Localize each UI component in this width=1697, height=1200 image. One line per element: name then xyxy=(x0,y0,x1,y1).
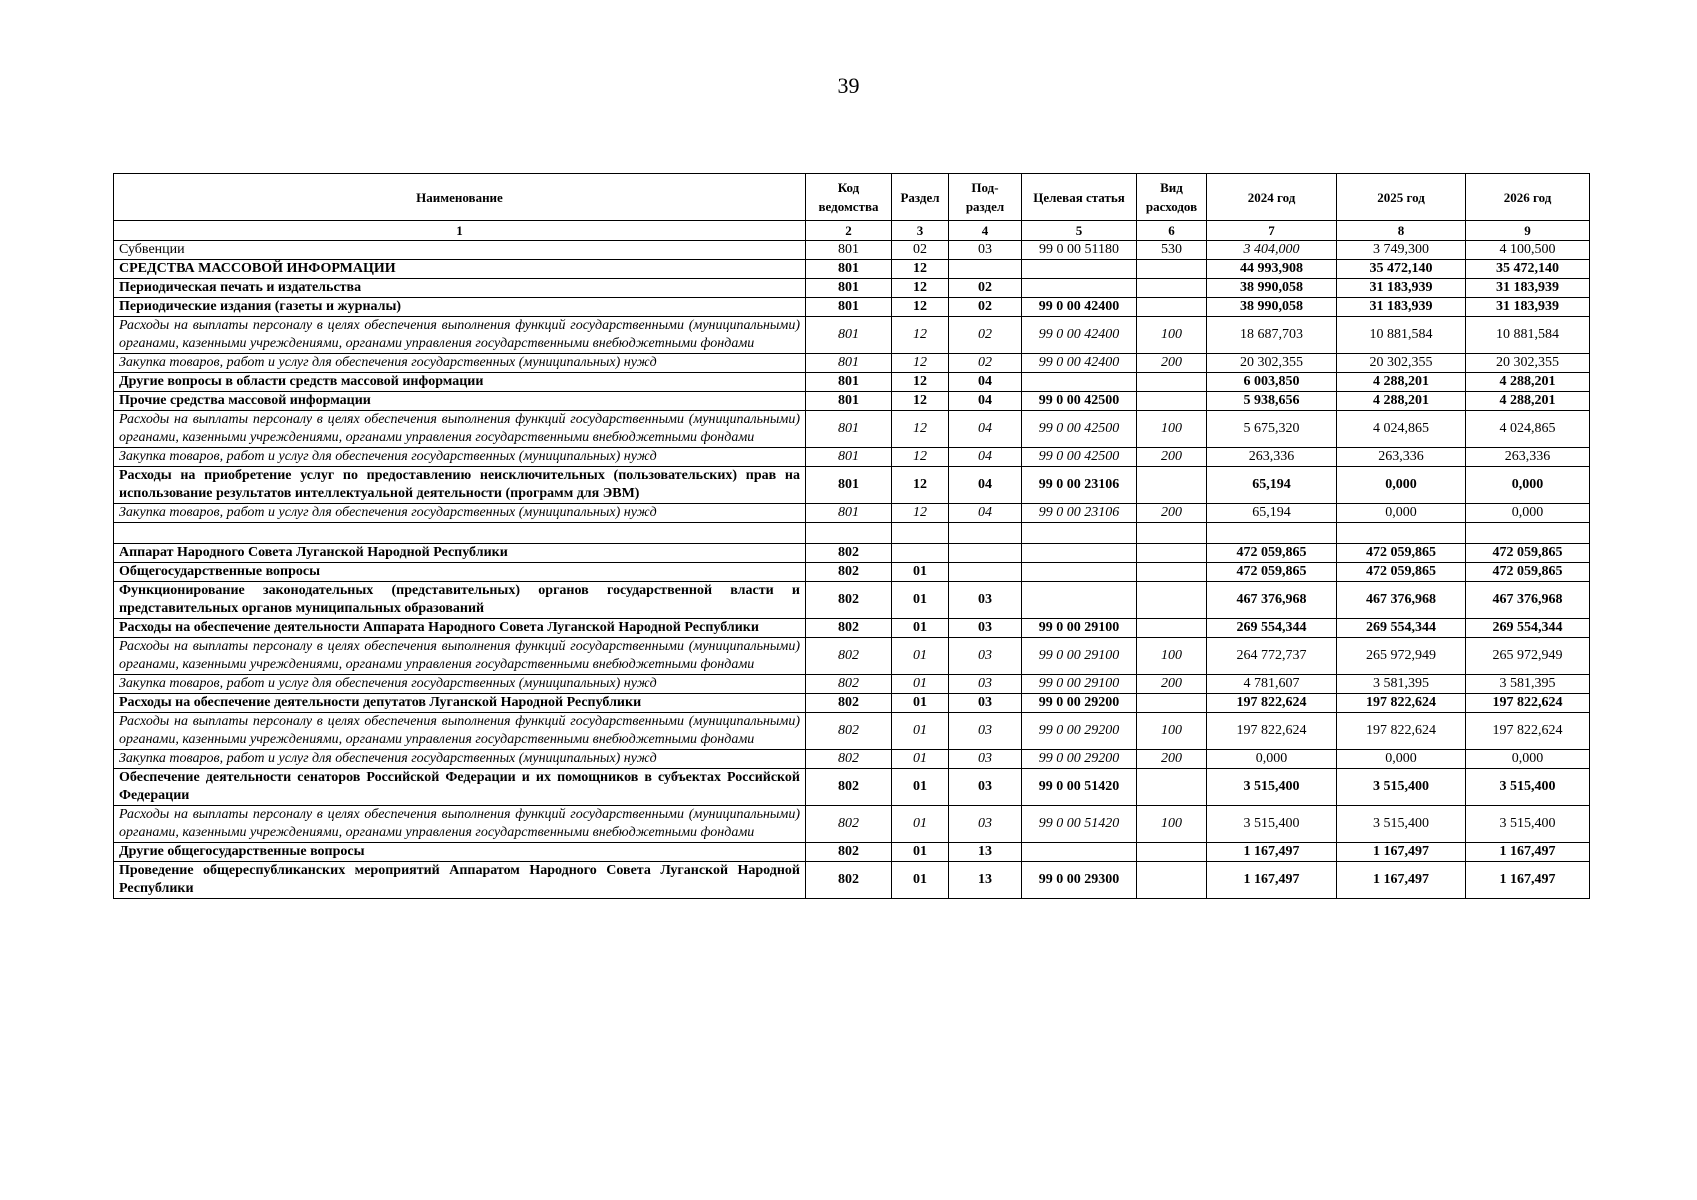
row-2026: 4 288,201 xyxy=(1466,373,1590,392)
row-2026: 197 822,624 xyxy=(1466,694,1590,713)
row-expense-type xyxy=(1137,843,1207,862)
row-2025: 0,000 xyxy=(1337,467,1466,504)
row-2024: 38 990,058 xyxy=(1207,279,1337,298)
row-2024: 0,000 xyxy=(1207,750,1337,769)
table-row xyxy=(114,260,1590,279)
row-2024: 197 822,624 xyxy=(1207,694,1337,713)
row-section: 01 xyxy=(892,638,949,675)
row-2024: 263,336 xyxy=(1207,448,1337,467)
row-expense-type: 100 xyxy=(1137,638,1207,675)
table-row xyxy=(114,769,1590,806)
table-row xyxy=(114,582,1590,619)
row-section: 12 xyxy=(892,467,949,504)
row-target-article: 99 0 00 29300 xyxy=(1022,862,1137,899)
page-number: 39 xyxy=(837,73,860,98)
table-row xyxy=(114,619,1590,638)
row-expense-type xyxy=(1137,563,1207,582)
header-row xyxy=(114,174,1590,221)
column-number-row xyxy=(114,221,1590,241)
row-expense-type xyxy=(1137,694,1207,713)
row-subsection: 03 xyxy=(949,241,1022,260)
row-subsection: 04 xyxy=(949,504,1022,523)
row-2026: 1 167,497 xyxy=(1466,843,1590,862)
row-2026: 472 059,865 xyxy=(1466,563,1590,582)
row-2024: 4 781,607 xyxy=(1207,675,1337,694)
row-subsection: 03 xyxy=(949,806,1022,843)
row-subsection: 03 xyxy=(949,675,1022,694)
row-2025: 31 183,939 xyxy=(1337,279,1466,298)
table-row xyxy=(114,411,1590,448)
row-2024: 3 515,400 xyxy=(1207,806,1337,843)
row-2026: 4 024,865 xyxy=(1466,411,1590,448)
column-number: 2 xyxy=(806,221,892,241)
row-2026: 269 554,344 xyxy=(1466,619,1590,638)
row-expense-type xyxy=(1137,467,1207,504)
header-2024: 2024 год xyxy=(1207,174,1337,221)
row-2025: 265 972,949 xyxy=(1337,638,1466,675)
row-subsection: 03 xyxy=(949,694,1022,713)
row-expense-type xyxy=(1137,260,1207,279)
row-2025: 0,000 xyxy=(1337,504,1466,523)
row-2024: 1 167,497 xyxy=(1207,862,1337,899)
row-subsection xyxy=(949,563,1022,582)
row-2024: 38 990,058 xyxy=(1207,298,1337,317)
column-number: 8 xyxy=(1337,221,1466,241)
row-2024: 65,194 xyxy=(1207,467,1337,504)
row-subsection: 02 xyxy=(949,279,1022,298)
row-section: 01 xyxy=(892,582,949,619)
row-expense-type: 100 xyxy=(1137,806,1207,843)
row-2025: 263,336 xyxy=(1337,448,1466,467)
row-target-article: 99 0 00 29100 xyxy=(1022,675,1137,694)
row-2024: 3 404,000 xyxy=(1207,241,1337,260)
row-2026: 265 972,949 xyxy=(1466,638,1590,675)
row-2024: 6 003,850 xyxy=(1207,373,1337,392)
row-target-article: 99 0 00 42400 xyxy=(1022,317,1137,354)
row-name: Обеспечение деятельности сенаторов Российской Федерации и их помощников в субъектах Российской Федерации xyxy=(114,769,806,806)
row-2026 xyxy=(1466,523,1590,544)
row-expense-type xyxy=(1137,279,1207,298)
row-section: 12 xyxy=(892,411,949,448)
row-name: Закупка товаров, работ и услуг для обеспечения государственных (муниципальных) нужд xyxy=(114,675,806,694)
budget-table xyxy=(113,173,1590,899)
header-name: Наименование xyxy=(114,174,806,221)
row-target-article: 99 0 00 42500 xyxy=(1022,448,1137,467)
row-2024: 18 687,703 xyxy=(1207,317,1337,354)
row-subsection: 02 xyxy=(949,354,1022,373)
row-2024: 467 376,968 xyxy=(1207,582,1337,619)
row-2024: 44 993,908 xyxy=(1207,260,1337,279)
row-subsection xyxy=(949,523,1022,544)
row-name: СРЕДСТВА МАССОВОЙ ИНФОРМАЦИИ xyxy=(114,260,806,279)
row-2024: 20 302,355 xyxy=(1207,354,1337,373)
row-name: Закупка товаров, работ и услуг для обеспечения государственных (муниципальных) нужд xyxy=(114,354,806,373)
row-agency-code: 801 xyxy=(806,354,892,373)
row-expense-type xyxy=(1137,862,1207,899)
row-2025: 269 554,344 xyxy=(1337,619,1466,638)
table-row xyxy=(114,563,1590,582)
row-agency-code: 802 xyxy=(806,769,892,806)
row-section: 12 xyxy=(892,392,949,411)
row-target-article: 99 0 00 51420 xyxy=(1022,769,1137,806)
row-subsection: 03 xyxy=(949,582,1022,619)
row-expense-type: 100 xyxy=(1137,713,1207,750)
table-row xyxy=(114,373,1590,392)
row-target-article: 99 0 00 42500 xyxy=(1022,411,1137,448)
row-2026: 3 515,400 xyxy=(1466,806,1590,843)
row-2026: 0,000 xyxy=(1466,467,1590,504)
row-name: Периодические издания (газеты и журналы) xyxy=(114,298,806,317)
row-2026: 3 581,395 xyxy=(1466,675,1590,694)
row-agency-code: 802 xyxy=(806,713,892,750)
row-section: 01 xyxy=(892,675,949,694)
row-agency-code: 802 xyxy=(806,694,892,713)
row-2024: 472 059,865 xyxy=(1207,563,1337,582)
row-2026: 31 183,939 xyxy=(1466,298,1590,317)
row-name: Общегосударственные вопросы xyxy=(114,563,806,582)
row-target-article: 99 0 00 23106 xyxy=(1022,467,1137,504)
row-subsection: 03 xyxy=(949,750,1022,769)
row-subsection: 03 xyxy=(949,619,1022,638)
row-name: Расходы на выплаты персоналу в целях обеспечения выполнения функций государственными (муниципальными) органами, казенными учреждениями, органами управления государственными внебюджетными фондами xyxy=(114,638,806,675)
row-2026: 35 472,140 xyxy=(1466,260,1590,279)
row-expense-type xyxy=(1137,523,1207,544)
row-target-article xyxy=(1022,544,1137,563)
row-2026: 197 822,624 xyxy=(1466,713,1590,750)
row-2025: 467 376,968 xyxy=(1337,582,1466,619)
row-agency-code: 802 xyxy=(806,806,892,843)
row-agency-code: 802 xyxy=(806,619,892,638)
table-row xyxy=(114,806,1590,843)
row-name: Расходы на выплаты персоналу в целях обеспечения выполнения функций государственными (муниципальными) органами, казенными учреждениями, органами управления государственными внебюджетными фондами xyxy=(114,713,806,750)
row-2025: 472 059,865 xyxy=(1337,544,1466,563)
table-row xyxy=(114,675,1590,694)
row-subsection: 13 xyxy=(949,862,1022,899)
row-2024: 5 938,656 xyxy=(1207,392,1337,411)
row-expense-type: 200 xyxy=(1137,675,1207,694)
row-name: Аппарат Народного Совета Луганской Народной Республики xyxy=(114,544,806,563)
row-section: 01 xyxy=(892,806,949,843)
table-row xyxy=(114,317,1590,354)
row-expense-type xyxy=(1137,298,1207,317)
row-2024: 472 059,865 xyxy=(1207,544,1337,563)
header-expense-type: Вид расходов xyxy=(1137,174,1207,221)
row-target-article: 99 0 00 29200 xyxy=(1022,694,1137,713)
row-2024: 1 167,497 xyxy=(1207,843,1337,862)
row-subsection: 03 xyxy=(949,769,1022,806)
row-2026: 4 100,500 xyxy=(1466,241,1590,260)
row-2026: 4 288,201 xyxy=(1466,392,1590,411)
row-target-article xyxy=(1022,843,1137,862)
table-row xyxy=(114,843,1590,862)
row-agency-code: 801 xyxy=(806,411,892,448)
row-expense-type xyxy=(1137,544,1207,563)
row-expense-type xyxy=(1137,619,1207,638)
row-agency-code: 802 xyxy=(806,582,892,619)
row-section: 01 xyxy=(892,750,949,769)
row-2026: 263,336 xyxy=(1466,448,1590,467)
row-target-article: 99 0 00 51180 xyxy=(1022,241,1137,260)
row-2025: 4 288,201 xyxy=(1337,392,1466,411)
row-subsection xyxy=(949,544,1022,563)
row-2025: 3 515,400 xyxy=(1337,806,1466,843)
row-section: 12 xyxy=(892,373,949,392)
row-target-article: 99 0 00 42400 xyxy=(1022,298,1137,317)
row-subsection xyxy=(949,260,1022,279)
row-target-article xyxy=(1022,582,1137,619)
row-expense-type xyxy=(1137,392,1207,411)
table-row xyxy=(114,862,1590,899)
row-agency-code: 801 xyxy=(806,392,892,411)
row-name xyxy=(114,523,806,544)
row-agency-code: 801 xyxy=(806,279,892,298)
row-section: 01 xyxy=(892,713,949,750)
row-2025: 0,000 xyxy=(1337,750,1466,769)
row-agency-code: 802 xyxy=(806,563,892,582)
row-section: 01 xyxy=(892,769,949,806)
row-expense-type xyxy=(1137,769,1207,806)
row-2025: 20 302,355 xyxy=(1337,354,1466,373)
row-2025: 3 749,300 xyxy=(1337,241,1466,260)
table-row xyxy=(114,354,1590,373)
table-row xyxy=(114,713,1590,750)
column-number: 3 xyxy=(892,221,949,241)
row-agency-code: 801 xyxy=(806,241,892,260)
row-subsection: 02 xyxy=(949,298,1022,317)
row-agency-code: 802 xyxy=(806,638,892,675)
row-target-article xyxy=(1022,523,1137,544)
row-name: Закупка товаров, работ и услуг для обеспечения государственных (муниципальных) нужд xyxy=(114,448,806,467)
row-target-article: 99 0 00 51420 xyxy=(1022,806,1137,843)
row-agency-code: 801 xyxy=(806,317,892,354)
column-number: 7 xyxy=(1207,221,1337,241)
row-name: Расходы на обеспечение деятельности депутатов Луганской Народной Республики xyxy=(114,694,806,713)
row-expense-type: 200 xyxy=(1137,750,1207,769)
row-target-article: 99 0 00 29200 xyxy=(1022,713,1137,750)
row-section: 02 xyxy=(892,241,949,260)
row-2025 xyxy=(1337,523,1466,544)
row-section: 01 xyxy=(892,843,949,862)
row-section: 01 xyxy=(892,694,949,713)
row-agency-code: 802 xyxy=(806,544,892,563)
row-target-article: 99 0 00 42400 xyxy=(1022,354,1137,373)
row-agency-code xyxy=(806,523,892,544)
row-target-article: 99 0 00 29100 xyxy=(1022,619,1137,638)
header-2025: 2025 год xyxy=(1337,174,1466,221)
row-2025: 31 183,939 xyxy=(1337,298,1466,317)
column-number: 6 xyxy=(1137,221,1207,241)
row-2025: 1 167,497 xyxy=(1337,862,1466,899)
row-target-article xyxy=(1022,279,1137,298)
row-2025: 10 881,584 xyxy=(1337,317,1466,354)
row-expense-type xyxy=(1137,373,1207,392)
row-agency-code: 801 xyxy=(806,373,892,392)
header-target-article: Целевая статья xyxy=(1022,174,1137,221)
table-row xyxy=(114,298,1590,317)
row-subsection: 04 xyxy=(949,411,1022,448)
row-name: Расходы на выплаты персоналу в целях обеспечения выполнения функций государственными (муниципальными) органами, казенными учреждениями, органами управления государственными внебюджетными фондами xyxy=(114,411,806,448)
row-name: Проведение общереспубликанских мероприятий Аппаратом Народного Совета Луганской Народной Республики xyxy=(114,862,806,899)
row-2025: 1 167,497 xyxy=(1337,843,1466,862)
row-agency-code: 801 xyxy=(806,260,892,279)
row-expense-type: 100 xyxy=(1137,411,1207,448)
row-name: Другие общегосударственные вопросы xyxy=(114,843,806,862)
table-row xyxy=(114,750,1590,769)
row-name: Периодическая печать и издательства xyxy=(114,279,806,298)
header-subsection: Под-раздел xyxy=(949,174,1022,221)
row-expense-type: 200 xyxy=(1137,448,1207,467)
column-number: 1 xyxy=(114,221,806,241)
row-2026: 31 183,939 xyxy=(1466,279,1590,298)
row-2026: 1 167,497 xyxy=(1466,862,1590,899)
row-subsection: 02 xyxy=(949,317,1022,354)
row-2025: 3 515,400 xyxy=(1337,769,1466,806)
row-2025: 197 822,624 xyxy=(1337,694,1466,713)
row-name: Другие вопросы в области средств массовой информации xyxy=(114,373,806,392)
table-row xyxy=(114,638,1590,675)
row-name: Закупка товаров, работ и услуг для обеспечения государственных (муниципальных) нужд xyxy=(114,750,806,769)
row-section: 01 xyxy=(892,619,949,638)
row-name: Закупка товаров, работ и услуг для обеспечения государственных (муниципальных) нужд xyxy=(114,504,806,523)
row-section: 12 xyxy=(892,504,949,523)
row-agency-code: 801 xyxy=(806,467,892,504)
row-section: 12 xyxy=(892,354,949,373)
row-section xyxy=(892,544,949,563)
row-subsection: 04 xyxy=(949,467,1022,504)
row-2024: 197 822,624 xyxy=(1207,713,1337,750)
header-section: Раздел xyxy=(892,174,949,221)
table-row xyxy=(114,544,1590,563)
row-section: 12 xyxy=(892,448,949,467)
row-2025: 3 581,395 xyxy=(1337,675,1466,694)
row-2024: 269 554,344 xyxy=(1207,619,1337,638)
row-expense-type: 200 xyxy=(1137,354,1207,373)
table-row xyxy=(114,279,1590,298)
row-2026: 0,000 xyxy=(1466,750,1590,769)
row-name: Расходы на обеспечение деятельности Аппарата Народного Совета Луганской Народной Республики xyxy=(114,619,806,638)
row-agency-code: 802 xyxy=(806,862,892,899)
table-row xyxy=(114,467,1590,504)
row-2024: 264 772,737 xyxy=(1207,638,1337,675)
row-agency-code: 802 xyxy=(806,750,892,769)
row-2026: 472 059,865 xyxy=(1466,544,1590,563)
row-agency-code: 802 xyxy=(806,675,892,694)
row-name: Расходы на выплаты персоналу в целях обеспечения выполнения функций государственными (муниципальными) органами, казенными учреждениями, органами управления государственными внебюджетными фондами xyxy=(114,317,806,354)
row-name: Субвенции xyxy=(114,241,806,260)
row-2026: 20 302,355 xyxy=(1466,354,1590,373)
row-2025: 35 472,140 xyxy=(1337,260,1466,279)
row-subsection: 04 xyxy=(949,392,1022,411)
row-subsection: 04 xyxy=(949,448,1022,467)
row-2026: 467 376,968 xyxy=(1466,582,1590,619)
row-2025: 197 822,624 xyxy=(1337,713,1466,750)
row-2025: 4 024,865 xyxy=(1337,411,1466,448)
row-name: Расходы на приобретение услуг по предоставлению неисключительных (пользовательских) прав на использование результатов интеллектуальной деятельности (программ для ЭВМ) xyxy=(114,467,806,504)
column-number: 4 xyxy=(949,221,1022,241)
row-target-article: 99 0 00 42500 xyxy=(1022,392,1137,411)
table-row xyxy=(114,241,1590,260)
row-section: 12 xyxy=(892,279,949,298)
row-expense-type: 530 xyxy=(1137,241,1207,260)
row-2026: 0,000 xyxy=(1466,504,1590,523)
row-2025: 472 059,865 xyxy=(1337,563,1466,582)
header-agency-code: Код ведомства xyxy=(806,174,892,221)
row-2024: 3 515,400 xyxy=(1207,769,1337,806)
row-subsection: 03 xyxy=(949,638,1022,675)
row-agency-code: 801 xyxy=(806,298,892,317)
row-expense-type xyxy=(1137,582,1207,619)
row-2026: 3 515,400 xyxy=(1466,769,1590,806)
row-section: 12 xyxy=(892,317,949,354)
row-target-article xyxy=(1022,563,1137,582)
row-subsection: 03 xyxy=(949,713,1022,750)
row-name: Функционирование законодательных (представительных) органов государственной власти и представительных органов муниципальных образований xyxy=(114,582,806,619)
row-2024: 5 675,320 xyxy=(1207,411,1337,448)
row-section: 01 xyxy=(892,862,949,899)
row-section: 12 xyxy=(892,298,949,317)
column-number: 9 xyxy=(1466,221,1590,241)
table-row xyxy=(114,448,1590,467)
row-target-article: 99 0 00 29200 xyxy=(1022,750,1137,769)
row-target-article xyxy=(1022,373,1137,392)
header-2026: 2026 год xyxy=(1466,174,1590,221)
row-name: Расходы на выплаты персоналу в целях обеспечения выполнения функций государственными (муниципальными) органами, казенными учреждениями, органами управления государственными внебюджетными фондами xyxy=(114,806,806,843)
row-name: Прочие средства массовой информации xyxy=(114,392,806,411)
row-target-article: 99 0 00 29100 xyxy=(1022,638,1137,675)
row-2024 xyxy=(1207,523,1337,544)
row-expense-type: 100 xyxy=(1137,317,1207,354)
row-2024: 65,194 xyxy=(1207,504,1337,523)
table-row-empty xyxy=(114,523,1590,544)
table-row xyxy=(114,694,1590,713)
row-subsection: 04 xyxy=(949,373,1022,392)
row-section xyxy=(892,523,949,544)
row-2026: 10 881,584 xyxy=(1466,317,1590,354)
row-section: 01 xyxy=(892,563,949,582)
row-agency-code: 802 xyxy=(806,843,892,862)
row-agency-code: 801 xyxy=(806,504,892,523)
row-expense-type: 200 xyxy=(1137,504,1207,523)
table-row xyxy=(114,504,1590,523)
row-agency-code: 801 xyxy=(806,448,892,467)
row-subsection: 13 xyxy=(949,843,1022,862)
table-row xyxy=(114,392,1590,411)
row-section: 12 xyxy=(892,260,949,279)
row-target-article: 99 0 00 23106 xyxy=(1022,504,1137,523)
column-number: 5 xyxy=(1022,221,1137,241)
row-2025: 4 288,201 xyxy=(1337,373,1466,392)
row-target-article xyxy=(1022,260,1137,279)
